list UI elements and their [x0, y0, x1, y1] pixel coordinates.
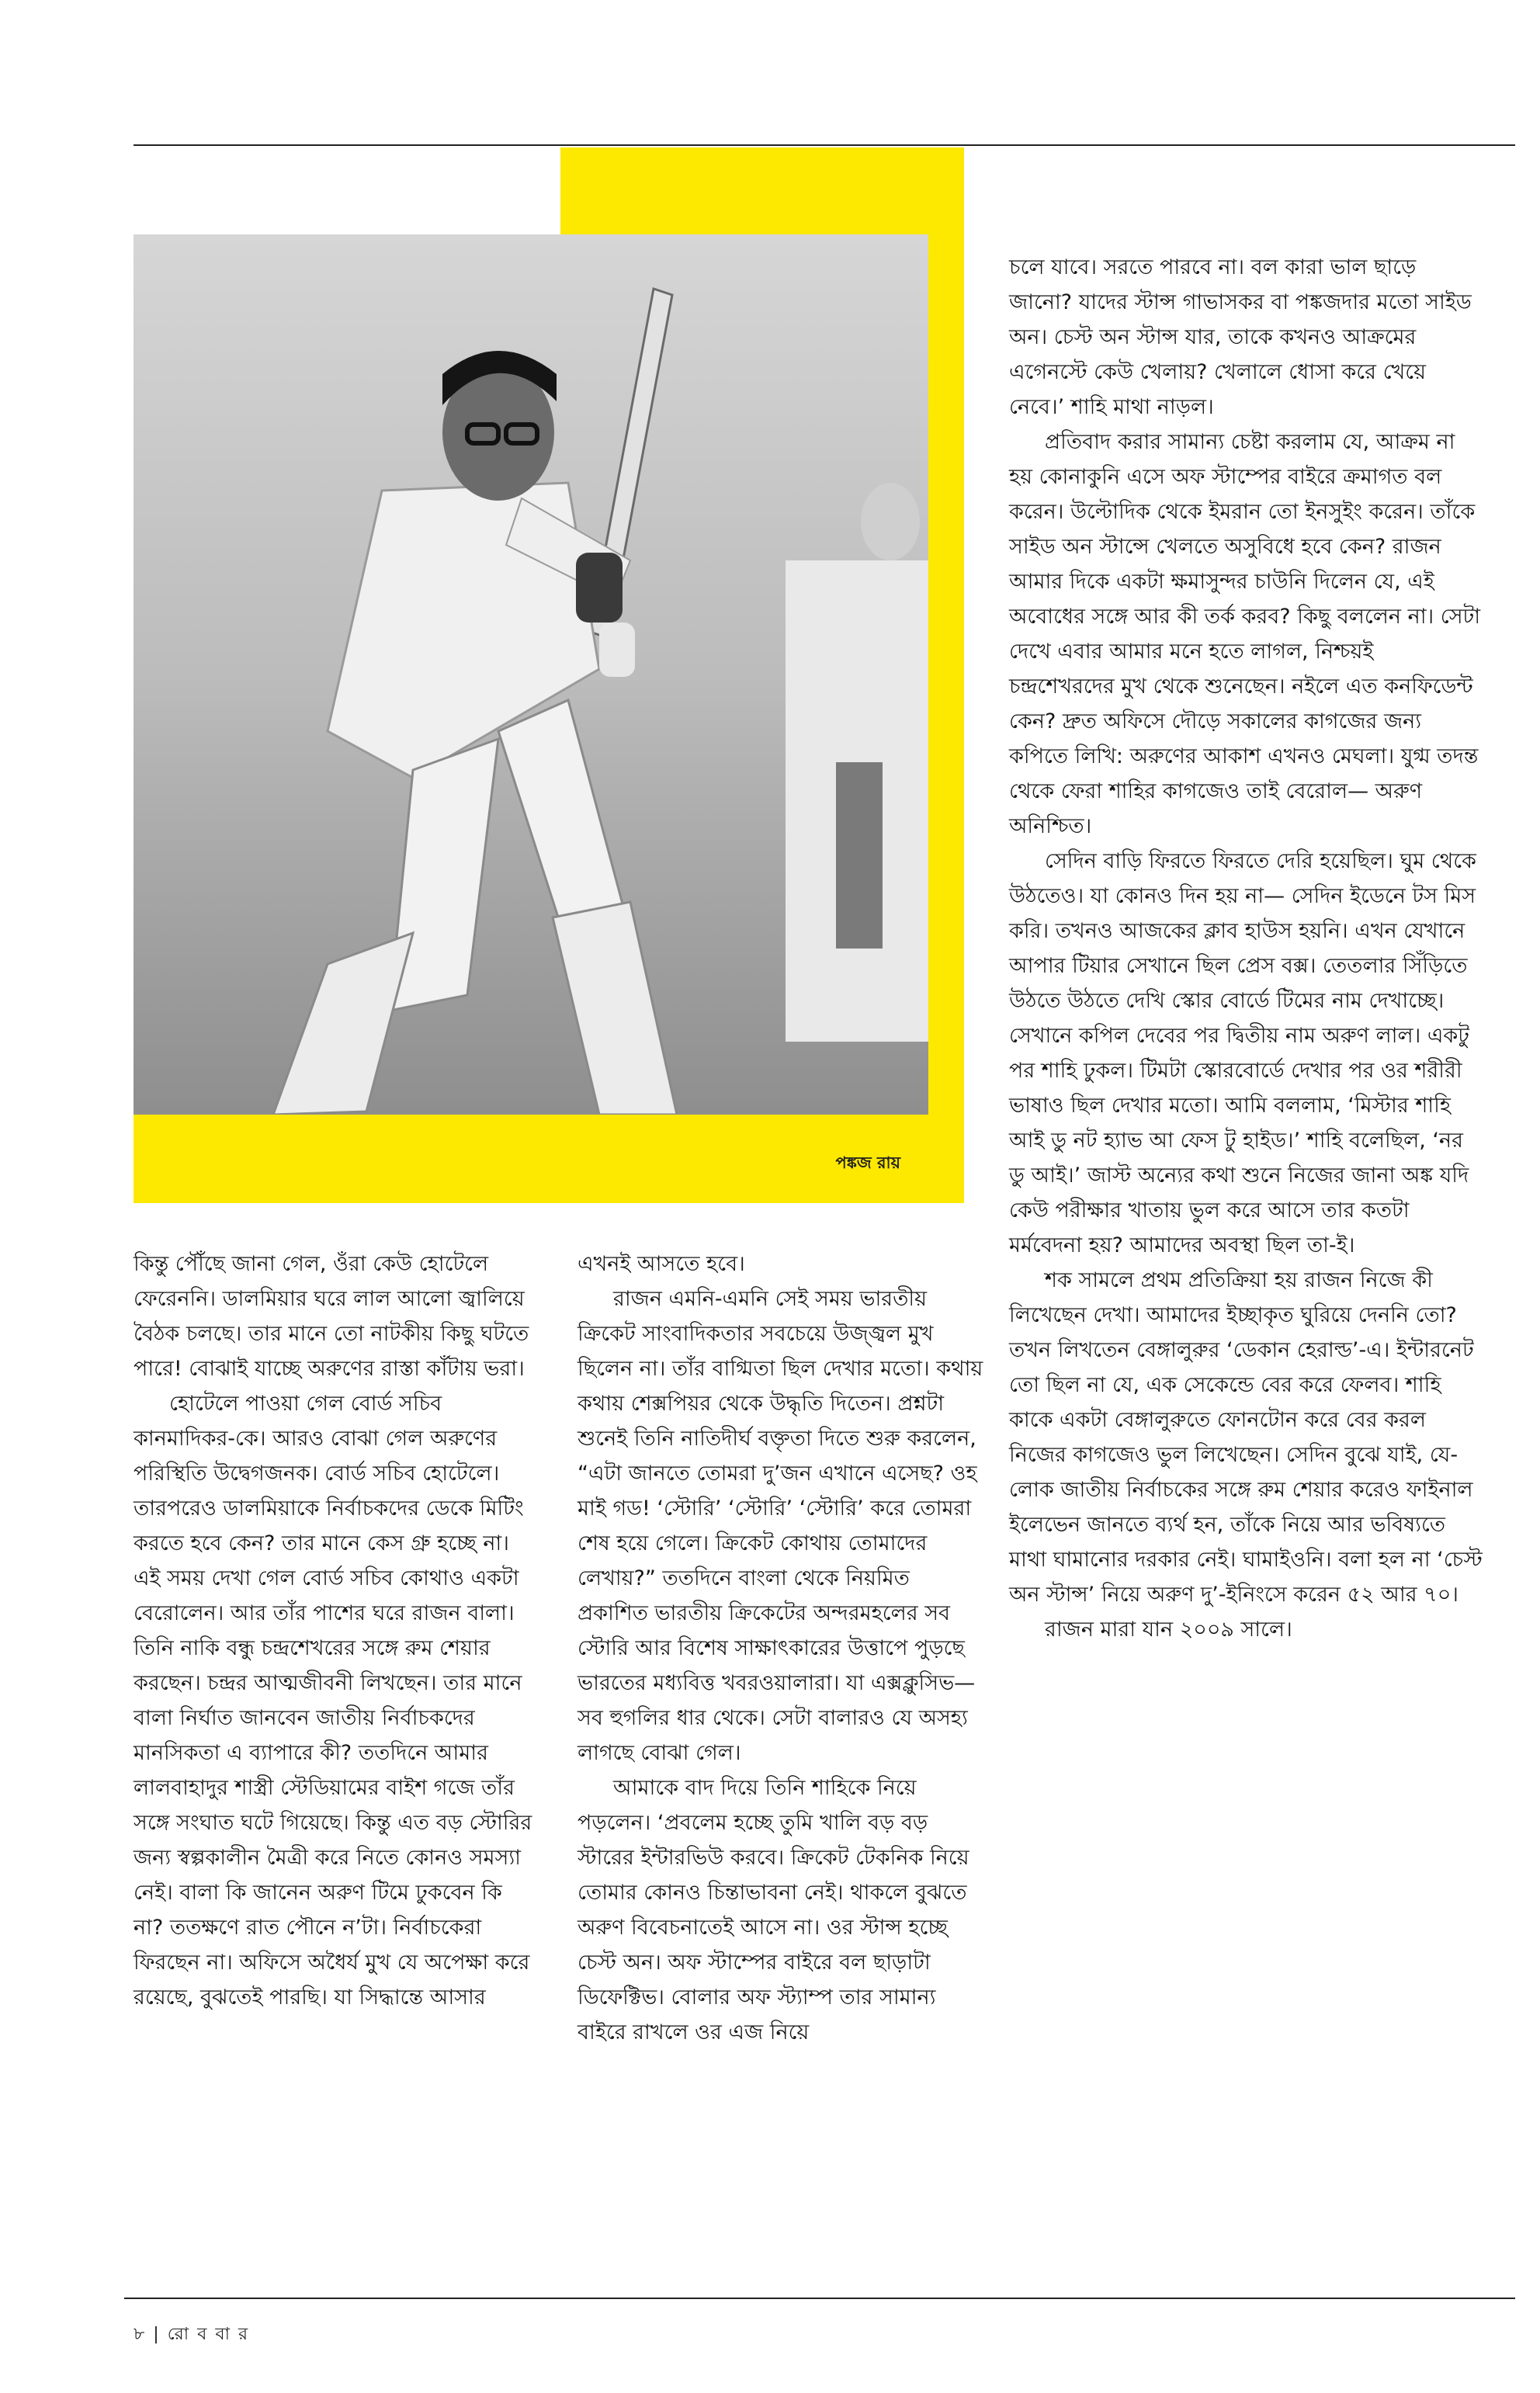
article-column-right	[1009, 250, 1483, 1647]
page-number: ৮	[134, 2325, 147, 2344]
page-footer	[134, 2321, 249, 2350]
paragraph: চলে যাবে। সরতে পারবে না। বল কারা ভাল ছাড়ে জানো? যাদের স্টান্স গাভাসকর বা পঙ্কজদার মতো সাইড অন। চেস্ট অন স্টান্স যার, তাকে কখনও আক্রমের এগেনস্টে কেউ খেলায়? খেলালে ধোসা করে খেয়ে নেবে।’ শাহি মাথা নাড়ল।	[1009, 255, 1472, 419]
article-column-middle	[578, 1247, 984, 2050]
paragraph: কিন্তু পৌঁছে জানা গেল, ওঁরা কেউ হোটেলে ফেরেননি। ডালমিয়ার ঘরে লাল আলো জ্বালিয়ে বৈঠক চলছে। তার মানে তো নাটকীয় কিছু ঘটতে পারে! বোঝাই যাচ্ছে অরুণের রাস্তা কাঁটায় ভরা।	[134, 1252, 529, 1381]
paragraph: সেদিন বাড়ি ফিরতে ফিরতে দেরি হয়েছিল। ঘুম থেকে উঠতেও। যা কোনও দিন হয় না— সেদিন ইডেনে টস মিস করি। তখনও আজকের ক্লাব হাউস হয়নি। এখন যেখানে আপার টিয়ার সেখানে ছিল প্রেস বক্স। তেতলার সিঁড়িতে উঠতে উঠতে দেখি স্কোর বোর্ডে টিমের নাম দেখাচ্ছে। সেখানে কপিল দেবের পর দ্বিতীয় নাম অরুণ লাল। একটু পর শাহি ঢুকল। টিমটা স্কোরবোর্ডে দেখার পর ওর শরীরী ভাষাও ছিল দেখার মতো। আমি বললাম, ‘মিস্টার শাহি আই ডু নট হ্যাভ আ ফেস টু হাইড।’ শাহি বলেছিল, ‘নর ডু আই।’ জাস্ট অন্যের কথা শুনে নিজের জানা অঙ্ক যদি কেউ পরীক্ষার খাতায় ভুল করে আসে তার কতটা মর্মবেদনা হয়? আমাদের অবস্থা ছিল তা-ই।	[1009, 849, 1476, 1257]
magazine-name: রো ব বা র	[167, 2325, 250, 2344]
paragraph: হোটেলে পাওয়া গেল বোর্ড সচিব কানমাদিকর-কে। আরও বোঝা গেল অরুণের পরিস্থিতি উদ্বেগজনক। বোর্ড সচিব হোটেলে। তারপরেও ডালমিয়াকে নির্বাচকদের ডেকে মিটিং করতে হবে কেন? তার মানে কেস গ্রু হচ্ছে না। এই সময় দেখা গেল বোর্ড সচিব কোথাও একটা বেরোলেন। আর তাঁর পাশের ঘরে রাজন বালা। তিনি নাকি বন্ধু চন্দ্রশেখরের সঙ্গে রুম শেয়ার করছেন। চন্দ্রর আত্মজীবনী লিখছেন। তার মানে বালা নির্ঘাত জানবেন জাতীয় নির্বাচকদের মানসিকতা এ ব্যাপারে কী? ততদিনে আমার লালবাহাদুর শাস্ত্রী স্টেডিয়ামের বাইশ গজে তাঁর সঙ্গে সংঘাত ঘটে গিয়েছে। কিন্তু এত বড় স্টোরির জন্য স্বল্পকালীন মৈত্রী করে নিতে কোনও সমস্যা নেই। বালা কি জানেন অরুণ টিমে ঢুকবেন কি না? ততক্ষণে রাত পৌনে ন’টা। নির্বাচকেরা ফিরছেন না। অফিসে অধৈর্য মুখ যে অপেক্ষা করে রয়েছে, বুঝতেই পারছি। যা সিদ্ধান্তে আসার	[134, 1392, 532, 2010]
top-rule	[134, 144, 1515, 146]
paragraph: আমাকে বাদ দিয়ে তিনি শাহিকে নিয়ে পড়লেন। ‘প্রবলেম হচ্ছে তুমি খালি বড় বড় স্টারের ইন্টারভিউ করবে। ক্রিকেট টেকনিক নিয়ে তোমার কোনও চিন্তাভাবনা নেই। থাকলে বুঝতে অরুণ বিবেচনাতেই আসে না। ওর স্টান্স হচ্ছে চেস্ট অন। অফ স্টাম্পের বাইরে বল ছাড়াটা ডিফেক্টিভ। বোলার অফ স্ট্যাম্প তার সামান্য বাইরে রাখলে ওর এজ নিয়ে	[578, 1776, 969, 2044]
paragraph: রাজন এমনি-এমনি সেই সময় ভারতীয় ক্রিকেট সাংবাদিকতার সবচেয়ে উজ্জ্বল মুখ ছিলেন না। তাঁর বাগ্মিতা ছিল দেখার মতো। কথায় কথায় শেক্সপিয়র থেকে উদ্ধৃতি দিতেন। প্রশ্নটা শুনেই তিনি নাতিদীর্ঘ বক্তৃতা দিতে শুরু করলেন, “এটা জানতে তোমরা দু’জন এখানে এসেছ? ওহ মাই গড! ‘স্টোরি’ ‘স্টোরি’ ‘স্টোরি’ করে তোমরা শেষ হয়ে গেলে। ক্রিকেট কোথায় তোমাদের লেখায়?” ততদিনে বাংলা থেকে নিয়মিত প্রকাশিত ভারতীয় ক্রিকেটের অন্দরমহলের সব স্টোরি আর বিশেষ সাক্ষাৎকারের উত্তাপে পুড়ছে ভারতের মধ্যবিত্ত খবরওয়ালারা। যা এক্সক্লুসিভ— সব হুগলির ধার থেকে। সেটা বালারও যে অসহ্য লাগছে বোঝা গেল।	[578, 1287, 983, 1765]
yellow-frame-top	[560, 147, 964, 241]
footer-separator: |	[153, 2325, 161, 2344]
paragraph: প্রতিবাদ করার সামান্য চেষ্টা করলাম যে, আক্রম না হয় কোনাকুনি এসে অফ স্টাম্পের বাইরে ক্রমাগত বল করেন। উল্টোদিক থেকে ইমরান তো ইনসুইং করেন। তাঁকে সাইড অন স্টান্সে খেলতে অসুবিধে হবে কেন? রাজন আমার দিকে একটা ক্ষমাসুন্দর চাউনি দিলেন যে, এই অবোধের সঙ্গে আর কী তর্ক করব? কিছু বললেন না। সেটা দেখে এবার আমার মনে হতে লাগল, নিশ্চয়ই চন্দ্রশেখরদের মুখ থেকে শুনেছেন। নইলে এত কনফিডেন্ট কেন? দ্রুত অফিসে দৌড়ে সকালের কাগজের জন্য কপিতে লিখি: অরুণের আকাশ এখনও মেঘলা। যুগ্ম তদন্ত থেকে ফেরা শাহির কাগজেও তাই বেরোল— অরুণ অনিশ্চিত।	[1009, 430, 1481, 838]
paragraph: শক সামলে প্রথম প্রতিক্রিয়া হয় রাজন নিজে কী লিখেছেন দেখা। আমাদের ইচ্ছাকৃত ঘুরিয়ে দেননি তো? তখন লিখতেন বেঙ্গালুরুর ‘ডেকান হেরাল্ড’-এ। ইন্টারনেট তো ছিল না যে, এক সেকেন্ডে বের করে ফেলব। শাহি কাকে একটা বেঙ্গালুরুতে ফোনটোন করে বের করল নিজের কাগজেও ভুল লিখেছেন। সেদিন বুঝে যাই, যে-লোক জাতীয় নির্বাচকের সঙ্গে রুম শেয়ার করেও ফাইনাল ইলেভেন জানতে ব্যর্থ হন, তাঁকে নিয়ে আর ভবিষ্যতে মাথা ঘামানোর দরকার নেই। ঘামাইওনি। বলা হল না ‘চেস্ট অন স্টান্স’ নিয়ে অরুণ দু’-ইনিংসে করেন ৫২ আর ৭০।	[1009, 1268, 1483, 1607]
cricketer-photo	[134, 234, 928, 1115]
article-column-left	[134, 1247, 537, 2015]
bottom-rule	[124, 2298, 1515, 2299]
photo-caption: পঙ্কজ রায়	[835, 1153, 900, 1172]
yellow-frame-right	[928, 147, 964, 1203]
paragraph: রাজন মারা যান ২০০৯ সালে।	[1045, 1618, 1292, 1642]
paragraph: এখনই আসতে হবে।	[578, 1252, 745, 1276]
